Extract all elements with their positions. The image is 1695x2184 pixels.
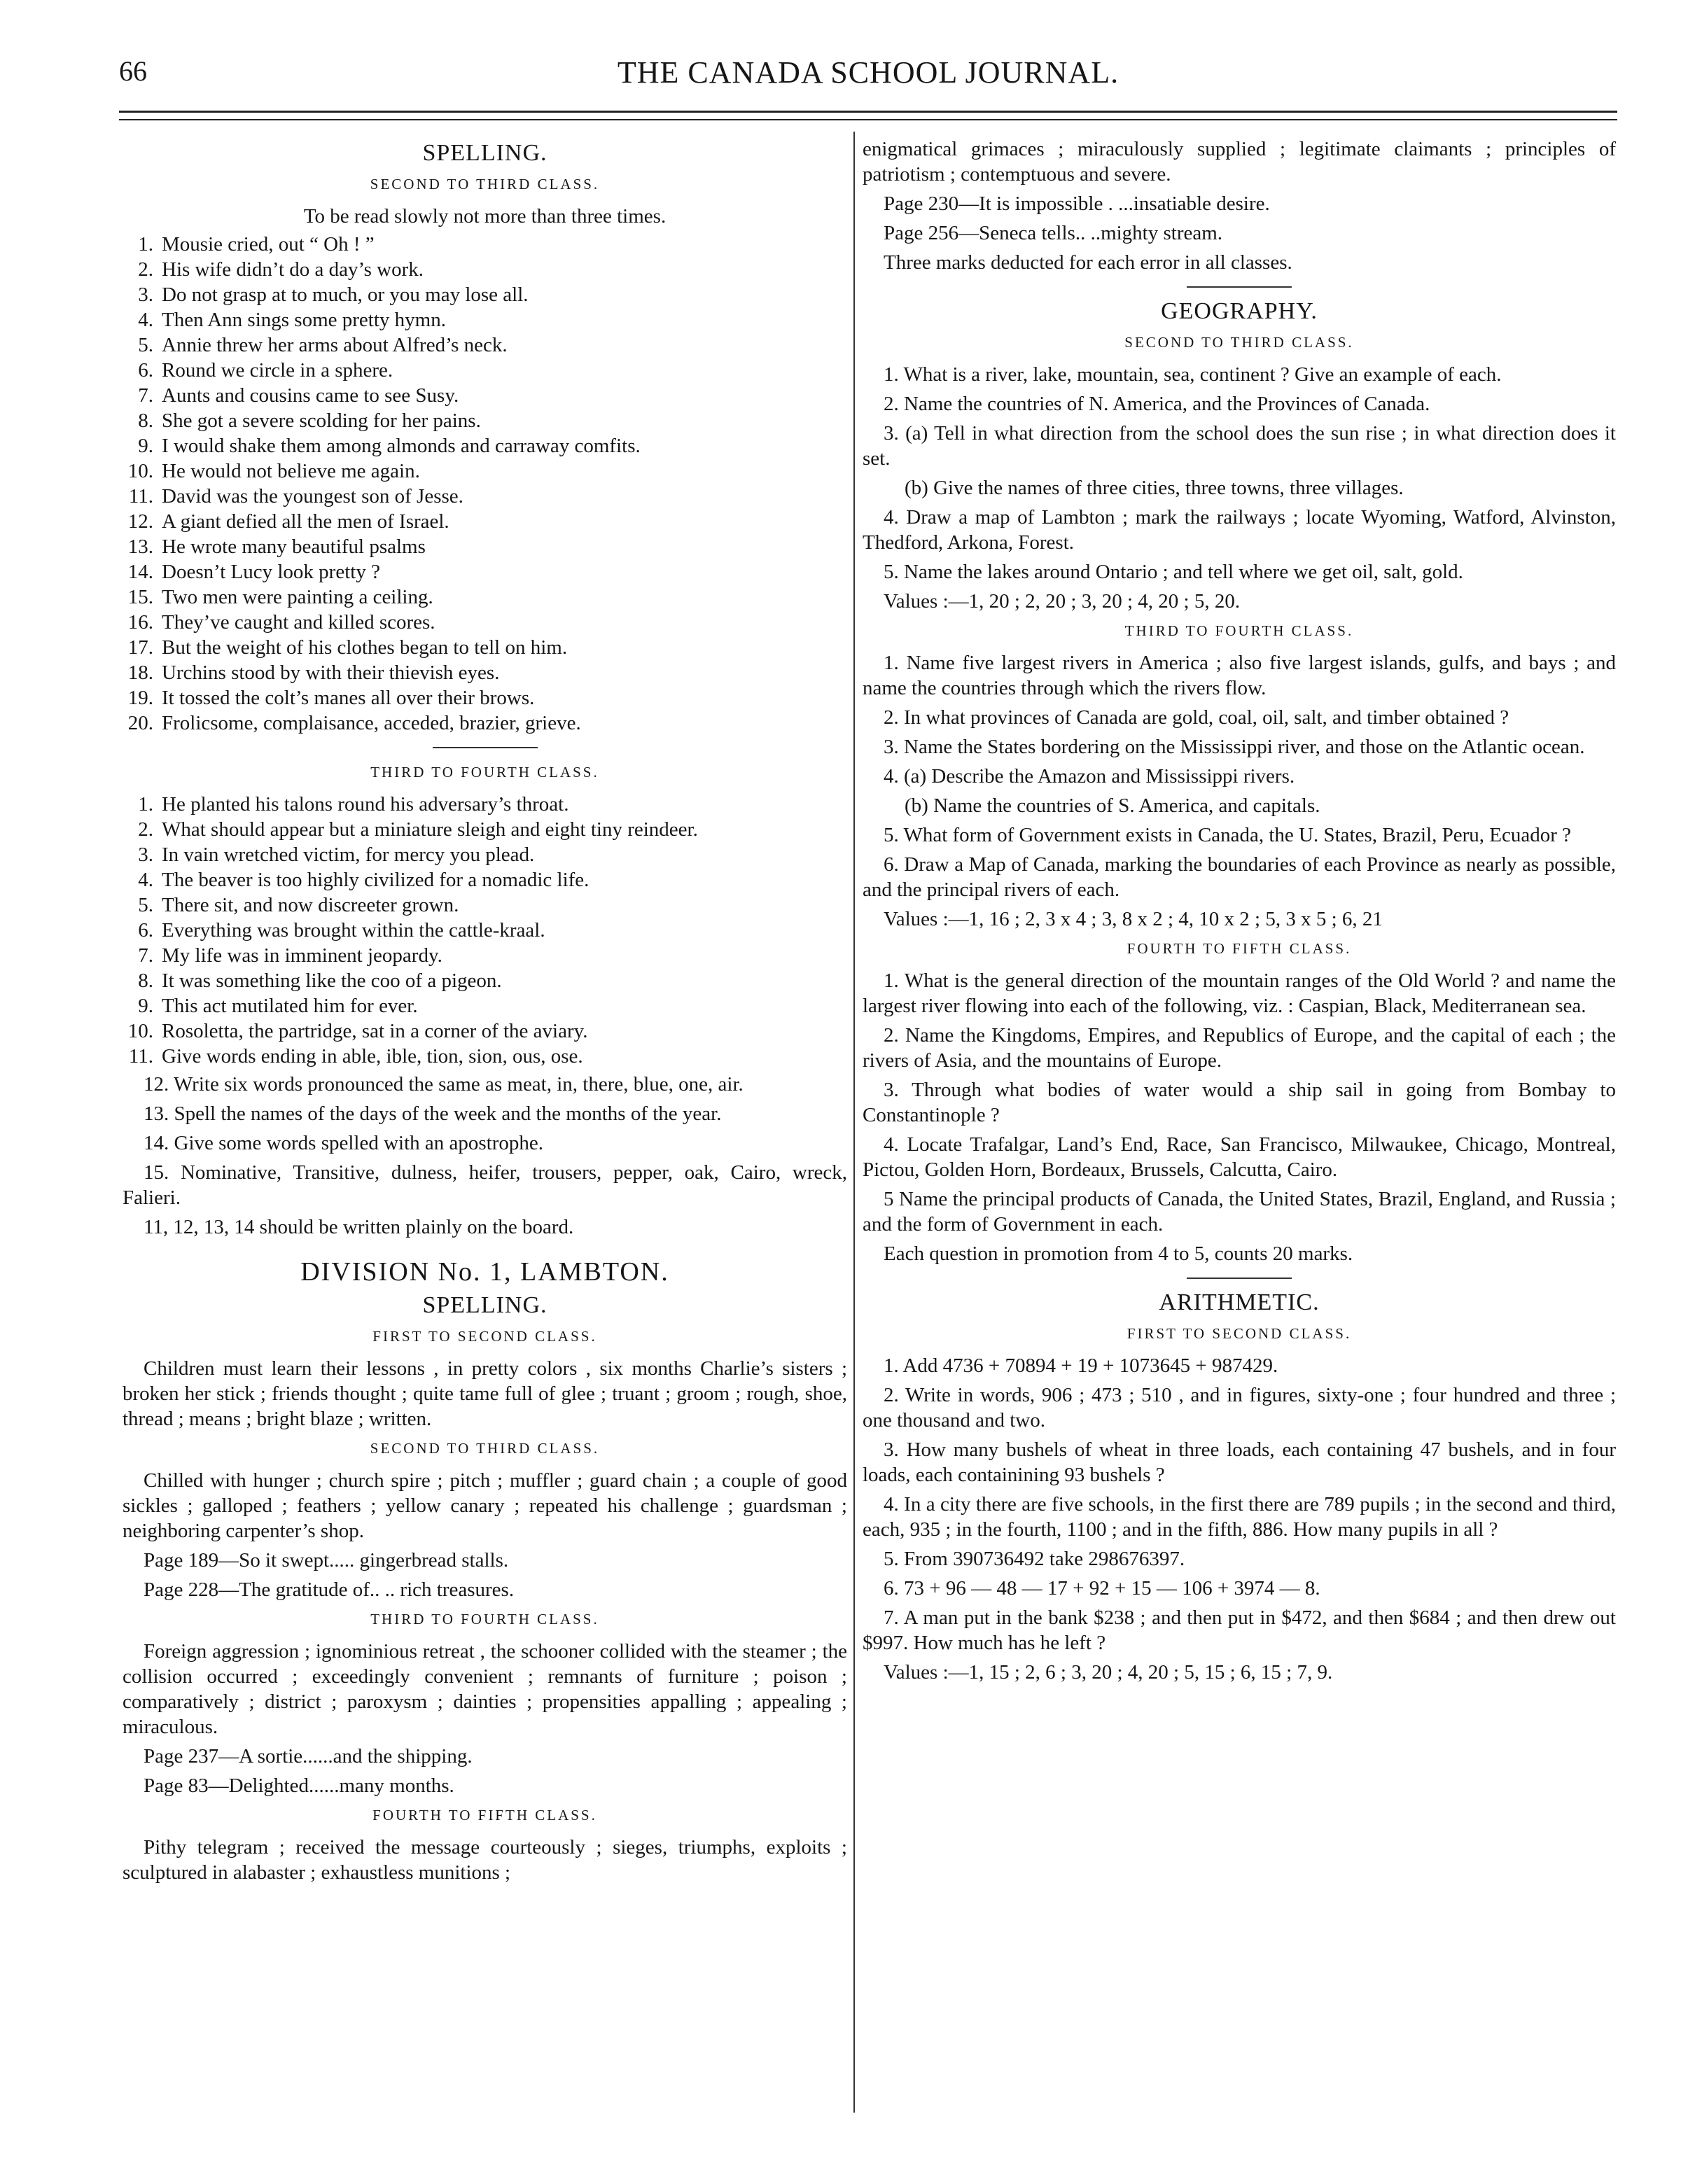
page-header: [119, 55, 1617, 104]
item-text: What should appear but a miniature sleigh and eight tiny reindeer.: [162, 818, 698, 841]
question: 2. Write in words, 906 ; 473 ; 510 , and in figures, sixty-one ; four hundred and three ; one thousand and two.: [863, 1384, 1616, 1432]
right-column: [863, 136, 1616, 1689]
item-number: 18.: [127, 662, 153, 684]
list-item: [123, 685, 847, 710]
list-item: [123, 918, 847, 943]
item-number: 7.: [138, 944, 153, 967]
question: 4. Draw a map of Lambton ; mark the railways ; locate Wyoming, Watford, Alvinston, Thedford, Arkona, Forest.: [863, 506, 1616, 554]
item-number: 4.: [138, 869, 153, 891]
spelling-list-second-third: [123, 232, 847, 736]
class-heading: SECOND TO THIRD CLASS.: [1124, 334, 1354, 351]
section-title-spelling: SPELLING.: [422, 140, 547, 166]
item-number: 7.: [138, 384, 153, 407]
class-heading: THIRD TO FOURTH CLASS.: [370, 764, 599, 780]
question: 1. What is a river, lake, mountain, sea, continent ? Give an example of each.: [884, 363, 1502, 386]
list-item: [123, 509, 847, 534]
item-text: Doesn’t Lucy look pretty ?: [162, 561, 380, 583]
list-item: [123, 559, 847, 584]
question: 2. Name the countries of N. America, and the Provinces of Canada.: [884, 393, 1430, 415]
list-item: 15. Nominative, Transitive, dulness, heifer, trousers, pepper, oak, Cairo, wreck, Falieri.: [123, 1161, 847, 1209]
question: 3. Name the States bordering on the Mississippi river, and those on the Atlantic ocean.: [884, 736, 1585, 758]
item-text: They’ve caught and killed scores.: [162, 611, 435, 634]
list-item: [123, 332, 847, 358]
class-heading: THIRD TO FOURTH CLASS.: [370, 1611, 599, 1628]
page-reference: Page 189—So it swept..... gingerbread stalls.: [144, 1549, 509, 1572]
list-item: [123, 433, 847, 458]
question: 3. (a) Tell in what direction from the school does the sun rise ; in what direction does it set.: [863, 422, 1616, 470]
item-number: 13.: [127, 536, 153, 558]
item-number: 11.: [128, 485, 153, 507]
list-item: [123, 458, 847, 484]
list-item: [123, 993, 847, 1018]
class-heading: THIRD TO FOURTH CLASS.: [1124, 622, 1354, 639]
item-number: 10.: [127, 460, 153, 482]
item-text: She got a severe scolding for her pains.: [162, 410, 481, 432]
item-number: 9.: [138, 995, 153, 1017]
class-heading: FIRST TO SECOND CLASS.: [372, 1328, 597, 1345]
item-number: 4.: [138, 309, 153, 331]
spelling-instruction: To be read slowly not more than three times.: [303, 205, 667, 227]
header-rule-bottom: [119, 119, 1617, 120]
list-item: [123, 584, 847, 610]
spelling-list-third-fourth: [123, 792, 847, 1069]
list-item: [123, 307, 847, 332]
item-number: 15.: [127, 586, 153, 608]
list-item: 13. Spell the names of the days of the week and the months of the year.: [144, 1102, 722, 1125]
question: 5. From 390736492 take 298676397.: [884, 1548, 1185, 1570]
item-number: 17.: [127, 636, 153, 659]
item-text: He wrote many beautiful psalms: [162, 536, 426, 558]
item-number: 20.: [127, 712, 153, 734]
list-item: [123, 1018, 847, 1044]
list-item: [123, 408, 847, 433]
item-text: Urchins stood by with their thievish eyes.: [162, 662, 500, 684]
item-number: 14.: [127, 561, 153, 583]
list-item: [123, 358, 847, 383]
left-column: [123, 136, 847, 1889]
item-text: This act mutilated him for ever.: [162, 995, 418, 1017]
class-heading: SECOND TO THIRD CLASS.: [370, 1440, 600, 1457]
class-heading: FOURTH TO FIFTH CLASS.: [372, 1807, 597, 1823]
section-title-spelling: SPELLING.: [422, 1292, 547, 1318]
item-text: Do not grasp at to much, or you may lose all.: [162, 284, 529, 306]
item-text: It tossed the colt’s manes all over their brows.: [162, 687, 535, 709]
question: 5. Name the lakes around Ontario ; and tell where we get oil, salt, gold.: [884, 561, 1463, 583]
question: 6. Draw a Map of Canada, marking the boundaries of each Province as nearly as possible, and the principal rivers of each.: [863, 853, 1616, 901]
header-rule-top: [119, 111, 1617, 113]
spelling-passage: Pithy telegram ; received the message courteously ; sieges, triumphs, exploits ; sculptured in alabaster ; exhaustless munitions ;: [123, 1836, 847, 1884]
item-text: Annie threw her arms about Alfred’s neck.: [162, 334, 508, 356]
list-item: [123, 660, 847, 685]
marks-note: Each question in promotion from 4 to 5, counts 20 marks.: [884, 1242, 1353, 1265]
item-number: 11.: [128, 1045, 153, 1068]
item-number: 3.: [138, 844, 153, 866]
question: 4. (a) Describe the Amazon and Mississippi rivers.: [884, 765, 1295, 788]
question: (b) Name the countries of S. America, and capitals.: [905, 794, 1320, 817]
board-note: 11, 12, 13, 14 should be written plainly on the board.: [144, 1216, 574, 1238]
values-line: Values :—1, 16 ; 2, 3 x 4 ; 3, 8 x 2 ; 4, 10 x 2 ; 5, 3 x 5 ; 6, 21: [884, 908, 1383, 930]
item-number: 8.: [138, 969, 153, 992]
class-heading: SECOND TO THIRD CLASS.: [370, 176, 600, 192]
item-number: 2.: [138, 818, 153, 841]
question: 1. Add 4736 + 70894 + 19 + 1073645 + 987429.: [884, 1354, 1278, 1377]
list-item: [123, 534, 847, 559]
list-item: [123, 1044, 847, 1069]
item-text: I would shake them among almonds and carraway comfits.: [162, 435, 641, 457]
spelling-passage-continued: enigmatical grimaces ; miraculously supplied ; legitimate claimants ; principles of patriotism ; contemptuous and severe.: [863, 138, 1616, 186]
item-number: 10.: [127, 1020, 153, 1042]
item-text: Everything was brought within the cattle-kraal.: [162, 919, 545, 941]
question: 4. In a city there are five schools, in the first there are 789 pupils ; in the second and third, each, 935 ; in the fourth, 1100 ; and in the fifth, 886. How many pupils in all ?: [863, 1493, 1616, 1541]
item-number: 9.: [138, 435, 153, 457]
item-number: 1.: [138, 233, 153, 255]
question: 4. Locate Trafalgar, Land’s End, Race, San Francisco, Milwaukee, Chicago, Montreal, Pictou, Golden Horn, Bordeaux, Brussels, Calcutta, Cairo.: [863, 1133, 1616, 1181]
item-text: Then Ann sings some pretty hymn.: [162, 309, 446, 331]
question: 1. Name five largest rivers in America ; also five largest islands, gulfs, and bays ; and name the countries through which the rivers flow.: [863, 652, 1616, 699]
question: 1. What is the general direction of the mountain ranges of the Old World ? and name the largest river flowing into each of the following, viz. : Caspian, Black, Mediterranean sea.: [863, 969, 1616, 1017]
list-item: [123, 383, 847, 408]
item-text: A giant defied all the men of Israel.: [162, 510, 449, 533]
list-item: [123, 792, 847, 817]
list-item: 14. Give some words spelled with an apostrophe.: [144, 1132, 544, 1154]
spelling-passage: Foreign aggression ; ignominious retreat , the schooner collided with the steamer ; the collision occurred ; exceedingly convenient ; remnants of furniture ; poison ; comparatively ; district ; paroxysm ; dainties ; propensities appalling ; appealing ; miraculous.: [123, 1640, 847, 1738]
item-text: He would not believe me again.: [162, 460, 420, 482]
list-item: [123, 842, 847, 867]
list-item: 12. Write six words pronounced the same as meat, in, there, blue, one, air.: [144, 1073, 744, 1096]
list-item: [123, 892, 847, 918]
item-text: David was the youngest son of Jesse.: [162, 485, 463, 507]
section-divider: [433, 747, 538, 748]
journal-title: THE CANADA SCHOOL JOURNAL.: [617, 55, 1119, 90]
list-item: [123, 610, 847, 635]
marks-note: Three marks deducted for each error in all classes.: [884, 251, 1292, 274]
item-text: Give words ending in able, ible, tion, sion, ous, ose.: [162, 1045, 583, 1068]
page-reference: Page 237—A sortie......and the shipping.: [144, 1745, 473, 1768]
page-number: 66: [119, 55, 147, 87]
list-item: [123, 232, 847, 257]
item-number: 19.: [127, 687, 153, 709]
values-line: Values :—1, 20 ; 2, 20 ; 3, 20 ; 4, 20 ; 5, 20.: [884, 590, 1241, 612]
item-text: Aunts and cousins came to see Susy.: [162, 384, 459, 407]
item-number: 1.: [138, 793, 153, 816]
spelling-passage: Chilled with hunger ; church spire ; pitch ; muffler ; guard chain ; a couple of good sickles ; galloped ; feathers ; yellow canary ; repeated his challenge ; guardsman ; neighboring carpenter’s shop.: [123, 1469, 847, 1542]
section-divider: [1187, 286, 1292, 288]
item-text: He planted his talons round his adversary’s throat.: [162, 793, 569, 816]
question: 5 Name the principal products of Canada, the United States, Brazil, England, and Russia ; and the form of Government in each.: [863, 1188, 1616, 1236]
section-title-geography: GEOGRAPHY.: [1161, 298, 1318, 324]
item-number: 16.: [127, 611, 153, 634]
class-heading: FOURTH TO FIFTH CLASS.: [1126, 940, 1352, 957]
question: 2. Name the Kingdoms, Empires, and Republics of Europe, and the capital of each ; the rivers of Asia, and the mountains of Europe.: [863, 1024, 1616, 1072]
list-item: [123, 282, 847, 307]
list-item: [123, 817, 847, 842]
item-number: 5.: [138, 334, 153, 356]
item-text: Two men were painting a ceiling.: [162, 586, 433, 608]
item-number: 12.: [127, 510, 153, 533]
spelling-passage: Children must learn their lessons , in pretty colors , six months Charlie’s sisters ; broken her stick ; friends thought ; quite tame full of glee ; truant ; groom ; rough, shoe, thread ; means ; bright blaze ; written.: [123, 1357, 847, 1430]
division-title: DIVISION No. 1, LAMBTON.: [300, 1257, 669, 1287]
list-item: [123, 710, 847, 736]
item-number: 6.: [138, 919, 153, 941]
section-title-arithmetic: ARITHMETIC.: [1159, 1289, 1320, 1315]
column-divider: [853, 132, 855, 2113]
item-text: Rosoletta, the partridge, sat in a corner of the aviary.: [162, 1020, 588, 1042]
item-number: 3.: [138, 284, 153, 306]
question: 5. What form of Government exists in Canada, the U. States, Brazil, Peru, Ecuador ?: [884, 824, 1571, 846]
question: 6. 73 + 96 — 48 — 17 + 92 + 15 — 106 + 3974 — 8.: [884, 1577, 1320, 1600]
page-reference: Page 83—Delighted......many months.: [144, 1774, 454, 1797]
section-divider: [1187, 1278, 1292, 1279]
item-text: It was something like the coo of a pigeon.: [162, 969, 502, 992]
item-text: There sit, and now discreeter grown.: [162, 894, 459, 916]
item-number: 8.: [138, 410, 153, 432]
question: 2. In what provinces of Canada are gold, coal, oil, salt, and timber obtained ?: [884, 706, 1509, 729]
question: 3. How many bushels of wheat in three loads, each containing 47 bushels, and in four loads, each containining 93 bushels ?: [863, 1438, 1616, 1486]
item-text: Mousie cried, out “ Oh ! ”: [162, 233, 375, 255]
item-text: Round we circle in a sphere.: [162, 359, 393, 382]
class-heading: FIRST TO SECOND CLASS.: [1126, 1325, 1352, 1342]
page-reference: Page 228—The gratitude of.. .. rich treasures.: [144, 1578, 515, 1601]
page-reference: Page 256—Seneca tells.. ..mighty stream.: [884, 222, 1223, 244]
item-text: The beaver is too highly civilized for a nomadic life.: [162, 869, 590, 891]
item-text: But the weight of his clothes began to tell on him.: [162, 636, 568, 659]
list-item: [123, 943, 847, 968]
item-number: 5.: [138, 894, 153, 916]
item-text: Frolicsome, complaisance, acceded, brazier, grieve.: [162, 712, 581, 734]
question: 3. Through what bodies of water would a ship sail in going from Bombay to Constantinople ?: [863, 1079, 1616, 1126]
list-item: [123, 968, 847, 993]
question: 7. A man put in the bank $238 ; and then put in $472, and then $684 ; and then drew out $997. How much has he left ?: [863, 1606, 1616, 1654]
item-number: 6.: [138, 359, 153, 382]
item-text: My life was in imminent jeopardy.: [162, 944, 442, 967]
list-item: [123, 635, 847, 660]
list-item: [123, 484, 847, 509]
question: (b) Give the names of three cities, three towns, three villages.: [905, 477, 1404, 499]
list-item: [123, 257, 847, 282]
item-text: In vain wretched victim, for mercy you plead.: [162, 844, 535, 866]
list-item: [123, 867, 847, 892]
values-line: Values :—1, 15 ; 2, 6 ; 3, 20 ; 4, 20 ; 5, 15 ; 6, 15 ; 7, 9.: [884, 1661, 1333, 1684]
page-reference: Page 230—It is impossible . ...insatiable desire.: [884, 192, 1270, 215]
item-number: 2.: [138, 258, 153, 281]
item-text: His wife didn’t do a day’s work.: [162, 258, 424, 281]
